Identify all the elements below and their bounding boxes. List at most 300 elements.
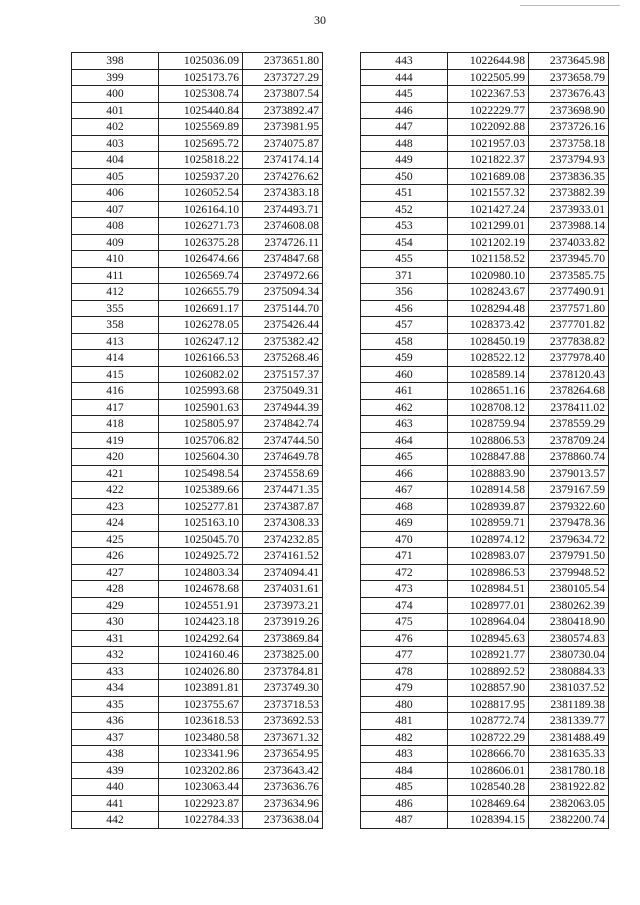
x-coordinate-cell: 1028589.14	[448, 366, 529, 383]
table-row	[72, 614, 323, 631]
table-row	[361, 515, 609, 532]
x-coordinate-cell: 1025818.22	[159, 152, 243, 169]
table-row	[361, 251, 609, 268]
point-number-cell: 418	[72, 416, 159, 433]
x-coordinate-cell: 1028294.48	[448, 300, 529, 317]
y-coordinate-cell: 2377571.80	[529, 300, 609, 317]
table-row	[361, 812, 609, 829]
point-number-cell: 431	[72, 630, 159, 647]
y-coordinate-cell: 2378120.43	[529, 366, 609, 383]
y-coordinate-cell: 2373634.96	[243, 795, 323, 812]
x-coordinate-cell: 1021299.01	[448, 218, 529, 235]
y-coordinate-cell: 2381037.52	[529, 680, 609, 697]
table-row	[72, 581, 323, 598]
x-coordinate-cell: 1028243.67	[448, 284, 529, 301]
table-row	[361, 548, 609, 565]
point-number-cell: 456	[361, 300, 448, 317]
point-number-cell: 398	[72, 53, 159, 70]
table-row	[72, 201, 323, 218]
table-row	[361, 498, 609, 515]
table-row	[361, 795, 609, 812]
table-row	[72, 317, 323, 334]
point-number-cell: 454	[361, 234, 448, 251]
table-row	[72, 333, 323, 350]
y-coordinate-cell: 2373698.90	[529, 102, 609, 119]
x-coordinate-cell: 1026271.73	[159, 218, 243, 235]
y-coordinate-cell: 2373758.18	[529, 135, 609, 152]
table-row	[72, 53, 323, 70]
y-coordinate-cell: 2374232.85	[243, 531, 323, 548]
point-number-cell: 439	[72, 762, 159, 779]
point-number-cell: 424	[72, 515, 159, 532]
x-coordinate-cell: 1028540.28	[448, 779, 529, 796]
table-row	[72, 218, 323, 235]
table-row	[72, 531, 323, 548]
x-coordinate-cell: 1024292.64	[159, 630, 243, 647]
y-coordinate-cell: 2382200.74	[529, 812, 609, 829]
y-coordinate-cell: 2378860.74	[529, 449, 609, 466]
y-coordinate-cell: 2379948.52	[529, 564, 609, 581]
coordinates-table-left	[71, 52, 323, 829]
y-coordinate-cell: 2374558.69	[243, 465, 323, 482]
point-number-cell: 417	[72, 399, 159, 416]
y-coordinate-cell: 2381488.49	[529, 729, 609, 746]
table-row	[72, 498, 323, 515]
point-number-cell: 428	[72, 581, 159, 598]
table-row	[361, 201, 609, 218]
x-coordinate-cell: 1025695.72	[159, 135, 243, 152]
point-number-cell: 356	[361, 284, 448, 301]
point-number-cell: 425	[72, 531, 159, 548]
table-row	[361, 449, 609, 466]
y-coordinate-cell: 2373636.76	[243, 779, 323, 796]
table-row	[361, 53, 609, 70]
x-coordinate-cell: 1025706.82	[159, 432, 243, 449]
x-coordinate-cell: 1028921.77	[448, 647, 529, 664]
y-coordinate-cell: 2375049.31	[243, 383, 323, 400]
point-number-cell: 459	[361, 350, 448, 367]
x-coordinate-cell: 1028892.52	[448, 663, 529, 680]
y-coordinate-cell: 2379478.36	[529, 515, 609, 532]
table-row	[361, 350, 609, 367]
point-number-cell: 476	[361, 630, 448, 647]
point-number-cell: 410	[72, 251, 159, 268]
point-number-cell: 405	[72, 168, 159, 185]
table-row	[72, 647, 323, 664]
x-coordinate-cell: 1028806.53	[448, 432, 529, 449]
y-coordinate-cell: 2374094.41	[243, 564, 323, 581]
x-coordinate-cell: 1020980.10	[448, 267, 529, 284]
table-row	[72, 515, 323, 532]
table-row	[72, 432, 323, 449]
y-coordinate-cell: 2373638.04	[243, 812, 323, 829]
point-number-cell: 474	[361, 597, 448, 614]
point-number-cell: 436	[72, 713, 159, 730]
x-coordinate-cell: 1025901.63	[159, 399, 243, 416]
x-coordinate-cell: 1023202.86	[159, 762, 243, 779]
y-coordinate-cell: 2375157.37	[243, 366, 323, 383]
point-number-cell: 457	[361, 317, 448, 334]
table-row	[72, 548, 323, 565]
table-row	[361, 597, 609, 614]
point-number-cell: 400	[72, 86, 159, 103]
table-row	[361, 185, 609, 202]
x-coordinate-cell: 1025036.09	[159, 53, 243, 70]
y-coordinate-cell: 2380574.83	[529, 630, 609, 647]
point-number-cell: 427	[72, 564, 159, 581]
point-number-cell: 471	[361, 548, 448, 565]
point-number-cell: 487	[361, 812, 448, 829]
x-coordinate-cell: 1028759.94	[448, 416, 529, 433]
point-number-cell: 458	[361, 333, 448, 350]
x-coordinate-cell: 1025173.76	[159, 69, 243, 86]
x-coordinate-cell: 1023755.67	[159, 696, 243, 713]
y-coordinate-cell: 2373643.42	[243, 762, 323, 779]
page-number: 30	[314, 13, 326, 27]
y-coordinate-cell: 2374726.11	[243, 234, 323, 251]
x-coordinate-cell: 1028666.70	[448, 746, 529, 763]
point-number-cell: 408	[72, 218, 159, 235]
table-row	[361, 69, 609, 86]
point-number-cell: 401	[72, 102, 159, 119]
y-coordinate-cell: 2379167.59	[529, 482, 609, 499]
y-coordinate-cell: 2373718.53	[243, 696, 323, 713]
x-coordinate-cell: 1028974.12	[448, 531, 529, 548]
table-row	[361, 762, 609, 779]
point-number-cell: 404	[72, 152, 159, 169]
x-coordinate-cell: 1022367.53	[448, 86, 529, 103]
x-coordinate-cell: 1025993.68	[159, 383, 243, 400]
x-coordinate-cell: 1028977.01	[448, 597, 529, 614]
table-row	[72, 564, 323, 581]
point-number-cell: 403	[72, 135, 159, 152]
x-coordinate-cell: 1021202.19	[448, 234, 529, 251]
table-row	[361, 119, 609, 136]
table-row	[361, 581, 609, 598]
point-number-cell: 475	[361, 614, 448, 631]
table-row	[361, 317, 609, 334]
y-coordinate-cell: 2374493.71	[243, 201, 323, 218]
x-coordinate-cell: 1025308.74	[159, 86, 243, 103]
point-number-cell: 482	[361, 729, 448, 746]
point-number-cell: 462	[361, 399, 448, 416]
x-coordinate-cell: 1028450.19	[448, 333, 529, 350]
table-row	[361, 729, 609, 746]
x-coordinate-cell: 1023618.53	[159, 713, 243, 730]
table-row	[72, 383, 323, 400]
point-number-cell: 407	[72, 201, 159, 218]
y-coordinate-cell: 2373836.35	[529, 168, 609, 185]
x-coordinate-cell: 1023063.44	[159, 779, 243, 796]
table-row	[72, 267, 323, 284]
x-coordinate-cell: 1025440.84	[159, 102, 243, 119]
table-row	[72, 779, 323, 796]
y-coordinate-cell: 2374744.50	[243, 432, 323, 449]
x-coordinate-cell: 1021158.52	[448, 251, 529, 268]
y-coordinate-cell: 2373658.79	[529, 69, 609, 86]
x-coordinate-cell: 1028857.90	[448, 680, 529, 697]
table-row	[72, 119, 323, 136]
table-row	[72, 399, 323, 416]
y-coordinate-cell: 2379322.60	[529, 498, 609, 515]
table-row	[72, 630, 323, 647]
table-row	[72, 168, 323, 185]
y-coordinate-cell: 2373973.21	[243, 597, 323, 614]
point-number-cell: 421	[72, 465, 159, 482]
y-coordinate-cell: 2373585.75	[529, 267, 609, 284]
point-number-cell: 480	[361, 696, 448, 713]
point-number-cell: 448	[361, 135, 448, 152]
point-number-cell: 447	[361, 119, 448, 136]
x-coordinate-cell: 1022784.33	[159, 812, 243, 829]
x-coordinate-cell: 1021557.32	[448, 185, 529, 202]
y-coordinate-cell: 2374471.35	[243, 482, 323, 499]
x-coordinate-cell: 1021957.03	[448, 135, 529, 152]
point-number-cell: 358	[72, 317, 159, 334]
y-coordinate-cell: 2373692.53	[243, 713, 323, 730]
y-coordinate-cell: 2375268.46	[243, 350, 323, 367]
y-coordinate-cell: 2373945.70	[529, 251, 609, 268]
y-coordinate-cell: 2375382.42	[243, 333, 323, 350]
x-coordinate-cell: 1024423.18	[159, 614, 243, 631]
table-row	[72, 416, 323, 433]
point-number-cell: 437	[72, 729, 159, 746]
point-number-cell: 416	[72, 383, 159, 400]
x-coordinate-cell: 1025569.89	[159, 119, 243, 136]
x-coordinate-cell: 1022644.98	[448, 53, 529, 70]
point-number-cell: 441	[72, 795, 159, 812]
point-number-cell: 420	[72, 449, 159, 466]
y-coordinate-cell: 2374944.39	[243, 399, 323, 416]
table-row	[361, 432, 609, 449]
x-coordinate-cell: 1022092.88	[448, 119, 529, 136]
table-row	[361, 300, 609, 317]
y-coordinate-cell: 2373654.95	[243, 746, 323, 763]
x-coordinate-cell: 1028945.63	[448, 630, 529, 647]
x-coordinate-cell: 1022505.99	[448, 69, 529, 86]
x-coordinate-cell: 1028606.01	[448, 762, 529, 779]
point-number-cell: 411	[72, 267, 159, 284]
y-coordinate-cell: 2373645.98	[529, 53, 609, 70]
table-row	[72, 234, 323, 251]
point-number-cell: 477	[361, 647, 448, 664]
x-coordinate-cell: 1022923.87	[159, 795, 243, 812]
y-coordinate-cell: 2378559.29	[529, 416, 609, 433]
point-number-cell: 402	[72, 119, 159, 136]
x-coordinate-cell: 1025389.66	[159, 482, 243, 499]
x-coordinate-cell: 1024551.91	[159, 597, 243, 614]
point-number-cell: 423	[72, 498, 159, 515]
point-number-cell: 463	[361, 416, 448, 433]
y-coordinate-cell: 2374387.87	[243, 498, 323, 515]
table-row	[72, 185, 323, 202]
point-number-cell: 451	[361, 185, 448, 202]
x-coordinate-cell: 1021822.37	[448, 152, 529, 169]
x-coordinate-cell: 1026691.17	[159, 300, 243, 317]
point-number-cell: 432	[72, 647, 159, 664]
y-coordinate-cell: 2374161.52	[243, 548, 323, 565]
x-coordinate-cell: 1025277.81	[159, 498, 243, 515]
point-number-cell: 450	[361, 168, 448, 185]
point-number-cell: 484	[361, 762, 448, 779]
x-coordinate-cell: 1028983.07	[448, 548, 529, 565]
y-coordinate-cell: 2377838.82	[529, 333, 609, 350]
y-coordinate-cell: 2373671.32	[243, 729, 323, 746]
x-coordinate-cell: 1028959.71	[448, 515, 529, 532]
x-coordinate-cell: 1028651.16	[448, 383, 529, 400]
table-row	[72, 350, 323, 367]
point-number-cell: 481	[361, 713, 448, 730]
table-row	[361, 482, 609, 499]
x-coordinate-cell: 1028847.88	[448, 449, 529, 466]
table-row	[361, 267, 609, 284]
y-coordinate-cell: 2380262.39	[529, 597, 609, 614]
x-coordinate-cell: 1026569.74	[159, 267, 243, 284]
y-coordinate-cell: 2373727.29	[243, 69, 323, 86]
table-row	[72, 251, 323, 268]
table-row	[361, 152, 609, 169]
x-coordinate-cell: 1028986.53	[448, 564, 529, 581]
x-coordinate-cell: 1028772.74	[448, 713, 529, 730]
point-number-cell: 443	[361, 53, 448, 70]
point-number-cell: 412	[72, 284, 159, 301]
table-row	[361, 333, 609, 350]
table-row	[361, 234, 609, 251]
table-row	[72, 696, 323, 713]
y-coordinate-cell: 2374847.68	[243, 251, 323, 268]
table-row	[361, 663, 609, 680]
point-number-cell: 473	[361, 581, 448, 598]
table-row	[72, 746, 323, 763]
point-number-cell: 440	[72, 779, 159, 796]
y-coordinate-cell: 2379791.50	[529, 548, 609, 565]
y-coordinate-cell: 2374075.87	[243, 135, 323, 152]
table-row	[72, 663, 323, 680]
table-row	[72, 482, 323, 499]
point-number-cell: 467	[361, 482, 448, 499]
point-number-cell: 442	[72, 812, 159, 829]
x-coordinate-cell: 1028722.29	[448, 729, 529, 746]
x-coordinate-cell: 1026247.12	[159, 333, 243, 350]
table-row	[361, 366, 609, 383]
y-coordinate-cell: 2373988.14	[529, 218, 609, 235]
x-coordinate-cell: 1025498.54	[159, 465, 243, 482]
x-coordinate-cell: 1024678.68	[159, 581, 243, 598]
y-coordinate-cell: 2377701.82	[529, 317, 609, 334]
y-coordinate-cell: 2381922.82	[529, 779, 609, 796]
table-row	[72, 152, 323, 169]
point-number-cell: 371	[361, 267, 448, 284]
point-number-cell: 460	[361, 366, 448, 383]
point-number-cell: 485	[361, 779, 448, 796]
x-coordinate-cell: 1026164.10	[159, 201, 243, 218]
point-number-cell: 464	[361, 432, 448, 449]
table-row	[361, 531, 609, 548]
x-coordinate-cell: 1024925.72	[159, 548, 243, 565]
point-number-cell: 422	[72, 482, 159, 499]
x-coordinate-cell: 1025045.70	[159, 531, 243, 548]
point-number-cell: 455	[361, 251, 448, 268]
x-coordinate-cell: 1024803.34	[159, 564, 243, 581]
y-coordinate-cell: 2380884.33	[529, 663, 609, 680]
table-row	[361, 614, 609, 631]
table-row	[72, 465, 323, 482]
x-coordinate-cell: 1025805.97	[159, 416, 243, 433]
point-number-cell: 438	[72, 746, 159, 763]
point-number-cell: 414	[72, 350, 159, 367]
y-coordinate-cell: 2374308.33	[243, 515, 323, 532]
y-coordinate-cell: 2380418.90	[529, 614, 609, 631]
x-coordinate-cell: 1021689.08	[448, 168, 529, 185]
x-coordinate-cell: 1028817.95	[448, 696, 529, 713]
point-number-cell: 479	[361, 680, 448, 697]
point-number-cell: 355	[72, 300, 159, 317]
y-coordinate-cell: 2375426.44	[243, 317, 323, 334]
y-coordinate-cell: 2374276.62	[243, 168, 323, 185]
x-coordinate-cell: 1023341.96	[159, 746, 243, 763]
point-number-cell: 434	[72, 680, 159, 697]
table-row	[361, 284, 609, 301]
point-number-cell: 486	[361, 795, 448, 812]
point-number-cell: 406	[72, 185, 159, 202]
table-row	[361, 383, 609, 400]
point-number-cell: 472	[361, 564, 448, 581]
point-number-cell: 399	[72, 69, 159, 86]
y-coordinate-cell: 2373749.30	[243, 680, 323, 697]
table-row	[72, 86, 323, 103]
table-row	[72, 135, 323, 152]
y-coordinate-cell: 2375144.70	[243, 300, 323, 317]
point-number-cell: 429	[72, 597, 159, 614]
x-coordinate-cell: 1028469.64	[448, 795, 529, 812]
y-coordinate-cell: 2374649.78	[243, 449, 323, 466]
y-coordinate-cell: 2373651.80	[243, 53, 323, 70]
point-number-cell: 409	[72, 234, 159, 251]
table-row	[361, 713, 609, 730]
point-number-cell: 461	[361, 383, 448, 400]
table-row	[72, 812, 323, 829]
y-coordinate-cell: 2373933.01	[529, 201, 609, 218]
table-row	[361, 416, 609, 433]
y-coordinate-cell: 2373784.81	[243, 663, 323, 680]
y-coordinate-cell: 2373892.47	[243, 102, 323, 119]
point-number-cell: 470	[361, 531, 448, 548]
x-coordinate-cell: 1028964.04	[448, 614, 529, 631]
x-coordinate-cell: 1028883.90	[448, 465, 529, 482]
x-coordinate-cell: 1026166.53	[159, 350, 243, 367]
y-coordinate-cell: 2375094.34	[243, 284, 323, 301]
y-coordinate-cell: 2381635.33	[529, 746, 609, 763]
x-coordinate-cell: 1028939.87	[448, 498, 529, 515]
point-number-cell: 466	[361, 465, 448, 482]
x-coordinate-cell: 1026474.66	[159, 251, 243, 268]
x-coordinate-cell: 1028394.15	[448, 812, 529, 829]
table-row	[72, 102, 323, 119]
y-coordinate-cell: 2374174.14	[243, 152, 323, 169]
point-number-cell: 465	[361, 449, 448, 466]
point-number-cell: 435	[72, 696, 159, 713]
table-row	[72, 762, 323, 779]
table-row	[72, 366, 323, 383]
y-coordinate-cell: 2374842.74	[243, 416, 323, 433]
x-coordinate-cell: 1026052.54	[159, 185, 243, 202]
x-coordinate-cell: 1024026.80	[159, 663, 243, 680]
table-row	[72, 729, 323, 746]
point-number-cell: 413	[72, 333, 159, 350]
point-number-cell: 483	[361, 746, 448, 763]
x-coordinate-cell: 1022229.77	[448, 102, 529, 119]
point-number-cell: 446	[361, 102, 448, 119]
